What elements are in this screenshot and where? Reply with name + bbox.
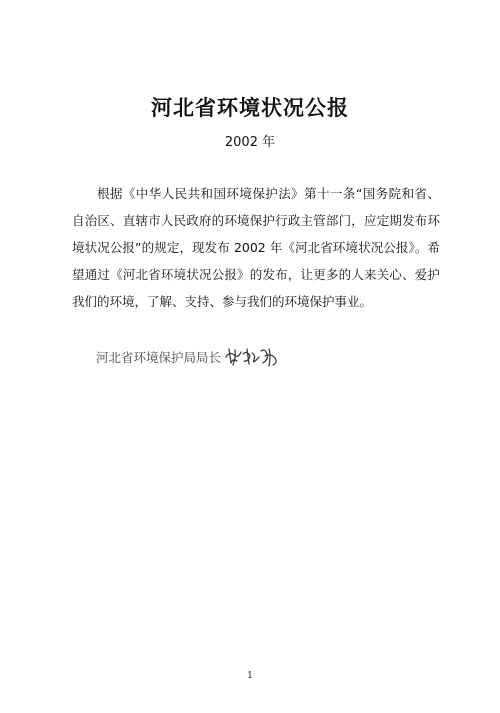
page-number: 1 <box>247 671 253 681</box>
handwritten-signature <box>223 345 283 369</box>
signatory-title: 河北省环境保护局局长 <box>96 350 222 365</box>
document-title: 河北省环境状况公报 <box>151 96 349 120</box>
body-paragraph: 根据《中华人民共和国环境保护法》第十一条“国务院和省、自治区、直辖市人民政府的环境保护行政主管部门，应定期发布环境状况公报”的规定，现发布 2002 年《河北省环境状况公报》。希望通过《河北省环境状况公报》的发布，让更多的人来关心、爱护我们的环境，了解、支持、参与我们的环境保护事业。 <box>72 186 440 309</box>
report-year: 2002 年 <box>224 135 276 150</box>
signature-line <box>96 345 283 369</box>
